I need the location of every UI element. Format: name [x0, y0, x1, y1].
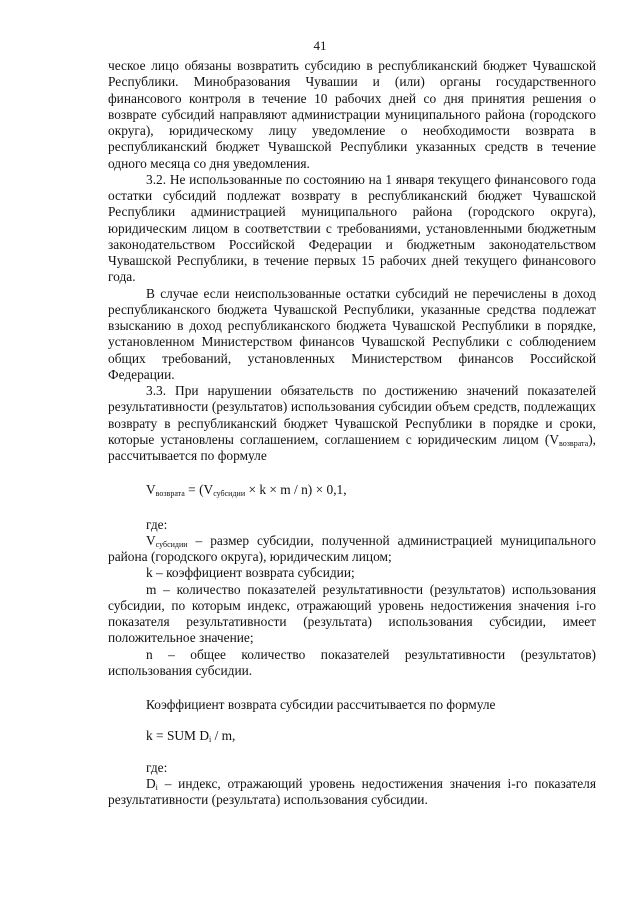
paragraph: ческое лицо обязаны возвратить субсидию в республиканский бюджет Чувашской Республики. Минобразования Чувашии и (или) органы государственного финансового контроля в течение 10 рабочих дней со дня принятия решения о возврате субсидий направляют администрации муниципального района (городского округа), юридическому лицу уведомление о необходимости возврата в республиканский бюджет Чувашской Республики указанных средств в течение одного месяца со дня уведомления. [108, 58, 596, 171]
formula-symbol: V [146, 482, 156, 498]
formula-text: / m, [211, 728, 236, 744]
where-label: где: [146, 516, 168, 532]
subscript: i [155, 782, 158, 792]
paragraph-unused-balances: В случае если неиспользованные остатки субсидий не перечислены в доход республиканского бюджета Чувашской Республики, указанные средства подлежат взысканию в доход республиканского бюджета Чувашской Республики в порядке, установленном Министерством финансов Чувашской Республики с соблюдением общих требований, установленных Министерством финансов Российской Федерации. [108, 285, 596, 382]
definition-v-subsidy [108, 533, 596, 566]
document-body [108, 58, 596, 808]
where-label: где: [146, 759, 168, 775]
subscript: субсидии [213, 489, 246, 499]
subscript: субсидии [155, 539, 188, 549]
paragraph-3-3 [108, 383, 596, 464]
paragraph-text: ), рассчитывается по формуле [108, 431, 596, 463]
definition-d [108, 776, 596, 809]
definition-m: m – количество показателей результативности (результатов) использования субсидии, по которым индекс, отражающий уровень недостижения значения i-го показателя результативности (результата) использования субсидии, имеет положительное значение; [108, 581, 596, 646]
subscript: i [208, 735, 212, 745]
formula-text: × k × m / n) × 0,1, [245, 482, 347, 498]
page-number: 41 [313, 38, 327, 53]
coefficient-intro: Коэффициент возврата субсидии рассчитывается по формуле [146, 697, 496, 712]
subscript: возврата [155, 489, 185, 499]
paragraph-text: 3.3. При нарушении обязательств по достижению значений показателей результативности (результатов) использования субсидии объем средств, подлежащих возврату в республиканский бюджет Чувашской Республики в порядке и сроки, которые установлены соглашением, соглашением с юридическим лицом (V [108, 383, 596, 447]
subscript: возврата [559, 438, 589, 448]
formula-return-volume [108, 482, 596, 498]
definition-n: n – общее количество показателей результативности (результатов) использования субсидии. [108, 646, 596, 678]
paragraph-3-2: 3.2. Не использованные по состоянию на 1 января текущего финансового года остатки субсидий подлежат возврату в республиканский бюджет Чувашской Республики администрацией муниципального района (городского округа), юридическим лицом в соответствии с требованиями, установленными бюджетным законодательством Российской Федерации и бюджетным законодательством Чувашской Республики, в течение первых 15 рабочих дней текущего финансового года. [108, 171, 596, 285]
definition-text: – размер субсидии, полученной администрацией муниципального района (городского округа), юридическим лицом; [108, 532, 596, 564]
formula-coefficient [108, 728, 596, 744]
formula-text: k = SUM D [146, 728, 209, 744]
formula-text: = (V [184, 482, 214, 498]
formula-symbol: D [146, 775, 156, 791]
definition-text: – индекс, отражающий уровень недостижения значения i-го показателя результативности (результата) использования субсидии. [108, 775, 596, 807]
definition-k: k – коэффициент возврата субсидии; [146, 565, 355, 581]
formula-symbol: V [146, 532, 156, 548]
